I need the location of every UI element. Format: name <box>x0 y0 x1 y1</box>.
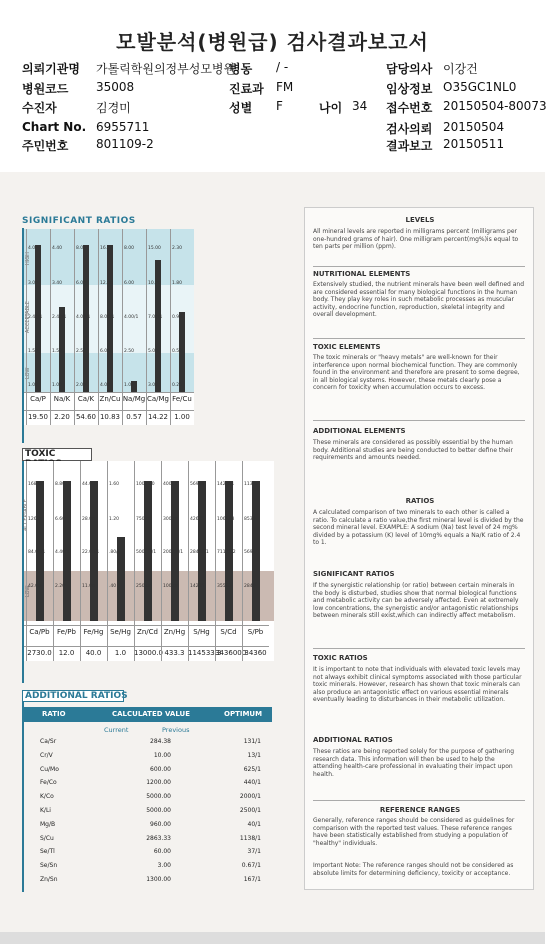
ratio-current-value: 284.38 <box>150 738 171 745</box>
ward-label: 병동 <box>229 62 253 76</box>
additional-ratios-explanation-text: These ratios are being reported solely for the purpose of gathering research data. This information will then be used to help the attending health-care professional in evaluating their impact upon health. <box>313 748 515 778</box>
department-value: FM <box>276 80 294 94</box>
reception-no-value: 20150504-80073 <box>443 99 547 113</box>
additional-ratio-row <box>26 766 270 778</box>
chart-tick-label: 200.00/1 <box>163 550 184 555</box>
chart-value-label: 54.60 <box>75 413 97 421</box>
resident-no-label: 주민번호 <box>22 139 69 153</box>
ratio-current-value: 1200.00 <box>146 779 171 787</box>
chart-value-label: 40.0 <box>85 649 102 657</box>
chart-tick-label: 1000.00 <box>136 482 155 487</box>
explanation-panel <box>304 207 534 890</box>
chart-tick-label: 4.00 <box>28 246 39 251</box>
chart-tick-label: 8.80 <box>55 482 66 487</box>
chart-tick-label: 2.50 <box>76 349 87 354</box>
chart-tick-label: 3.00 <box>28 281 39 286</box>
chart-tick-label: 142251 <box>217 482 235 487</box>
chart-tick-label: 15.00 <box>148 246 161 251</box>
chart-tick-label: 126.00 <box>28 517 44 522</box>
tox-band-acceptable-label: ACCEPTABLE <box>23 499 29 531</box>
chart-tick-label: 44.00 <box>82 482 95 487</box>
chart-tick-label: 28450/1 <box>190 550 209 555</box>
ratio-optimum-value: 2500/1 <box>239 807 261 814</box>
age-label: 나이 <box>319 101 343 115</box>
chart-no-label: Chart No. <box>22 120 87 134</box>
ratio-current-value: 600.00 <box>150 765 171 773</box>
chart-bar <box>155 260 161 393</box>
chart-tick-label: 1.00 <box>52 383 63 388</box>
clinical-info-value: O35GC1NL0 <box>443 80 517 94</box>
page-footer-strip <box>0 932 545 944</box>
toxic-ratios-explanation-title: TOXIC RATIOS <box>313 654 368 662</box>
chart-tick-label: 250.00 <box>136 584 152 589</box>
chart-category-label: S/Hg <box>193 628 210 636</box>
chart-tick-label: 0.25 <box>172 383 183 388</box>
chart-category-label: Fe/Pb <box>57 628 76 636</box>
clinical-info-label: 임상정보 <box>386 82 433 96</box>
chart-category-label: Na/K <box>53 395 71 403</box>
ratio-optimum-value: 13/1 <box>247 751 261 759</box>
chart-category-label: Fe/Hg <box>83 628 104 636</box>
ratio-optimum-value: 167/1 <box>243 876 261 883</box>
significant-ratios-chart <box>24 229 194 425</box>
chart-tick-label: 1.50 <box>28 349 39 354</box>
additional-ratio-row <box>26 738 270 750</box>
chart-tick-label: 5690/1 <box>244 550 260 555</box>
chart-tick-label: 6.00 <box>124 281 135 286</box>
additional-ratio-row <box>26 835 270 847</box>
chart-value-label: 12.0 <box>58 649 75 657</box>
additional-ratios-explanation-title: ADDITIONAL RATIOS <box>313 736 393 744</box>
chart-tick-label: 6.00 <box>100 349 111 354</box>
ratio-name: Zn/Sn <box>40 876 58 883</box>
chart-tick-label: 2.00 <box>76 383 87 388</box>
chart-tick-label: 6.60 <box>55 517 66 522</box>
chart-category-label: Zn/Cu <box>99 395 121 403</box>
chart-value-label: 19.50 <box>27 413 49 421</box>
chart-tick-label: 1.60 <box>109 482 120 487</box>
chart-value-label: 0.57 <box>126 413 142 421</box>
ratios-title: RATIOS <box>405 497 435 505</box>
significant-ratios-explanation-text: If the synergistic relationship (or ratio) between certain minerals in the body is disturbed, studies show that normal biological functions and metabolic activity can be adversely affected. Even at extremely low concentrations, the synergistic and/or antagonistic relationships between minerals still exist,which can indirectly affect metabolism. <box>313 582 519 620</box>
chart-category-label: Ca/Mg <box>146 395 170 403</box>
toxic-elements-text: The toxic minerals or "heavy metals" are well-known for their interference upon normal biochemical function. They are commonly found in the environment and therefore are present to some degree, in all biological systems. However, these metals clearly pose a concern for toxicity when accumulation occurs to excess. <box>313 354 520 392</box>
ratio-name: Ca/Sr <box>40 738 57 745</box>
chart-tick-label: 168.00 <box>28 482 44 487</box>
header-calculated-value: CALCULATED VALUE <box>112 710 191 718</box>
additional-border <box>22 702 24 892</box>
additional-ratio-row <box>26 876 270 888</box>
chart-tick-label: 1.20 <box>109 517 120 522</box>
ratio-name: S/Cu <box>40 834 54 842</box>
chart-tick-label: 11380 <box>244 482 259 487</box>
chart-tick-label: 100.00 <box>163 584 179 589</box>
chart-tick-label: 6.00 <box>76 281 87 286</box>
ward-value: / - <box>276 60 289 74</box>
header-ratio: RATIO <box>42 710 66 718</box>
chart-tick-label: 300.00 <box>163 517 179 522</box>
chart-category-label: Fe/Cu <box>172 395 192 403</box>
chart-value-label: 114533.3 <box>188 649 222 657</box>
ratio-name: Cr/V <box>40 751 53 759</box>
chart-tick-label: 35563 <box>217 584 232 589</box>
additional-ratio-row <box>26 821 270 833</box>
chart-tick-label: 56900 <box>190 482 205 487</box>
chart-tick-label: 0.50 <box>172 349 183 354</box>
test-request-label: 검사의뢰 <box>386 122 433 136</box>
chart-value-label: 1.00 <box>174 413 190 421</box>
chart-category-label: Zn/Hg <box>163 628 186 636</box>
chart-tick-label: 5.00 <box>148 349 159 354</box>
chart-tick-label: 28.00 <box>82 517 95 522</box>
chart-value-label: 10.83 <box>99 413 121 421</box>
additional-ratio-row <box>26 793 270 805</box>
resident-no-value: 801109-2 <box>96 137 154 151</box>
chart-tick-label: 4.00/1 <box>124 315 139 320</box>
physician-value: 이강건 <box>443 62 478 76</box>
additional-elements-text: These minerals are considered as possibly essential by the human body. Additional studies are being conducted to better define their requirements and amounts needed. <box>313 439 513 462</box>
chart-value-label: 433.3 <box>164 649 185 657</box>
chart-tick-label: 2.50 <box>124 349 135 354</box>
ratio-name: Se/Sn <box>40 862 58 870</box>
band-acceptable-label: ACCEPTABLE <box>25 301 31 333</box>
chart-tick-label: 2.40/1 <box>28 315 43 320</box>
chart-tick-label: 8.00 <box>124 246 135 251</box>
ratio-current-value: 960.00 <box>150 820 171 828</box>
additional-ratios-title: ADDITIONAL RATIOS <box>22 690 124 702</box>
additional-elements-title: ADDITIONAL ELEMENTS <box>313 427 406 435</box>
chart-tick-label: 42.00 <box>28 584 41 589</box>
ratio-name: K/Li <box>40 807 51 814</box>
chart-tick-label: 4.00 <box>100 383 111 388</box>
chart-value-row-line <box>24 410 194 411</box>
sex-value: F <box>276 99 283 113</box>
ratio-name: K/Co <box>40 793 54 801</box>
hospital-code-label: 병원코드 <box>22 82 69 96</box>
chart-category-label: S/Cd <box>220 628 237 636</box>
ratio-optimum-value: 625/1 <box>243 765 261 773</box>
chart-tick-label: 16.00 <box>100 246 113 251</box>
reference-ranges-title: REFERENCE RANGES <box>379 806 461 814</box>
ratio-current-value: 2863.33 <box>146 834 171 842</box>
important-note-text: Important Note: The reference ranges should not be considered as absolute limits for determining deficiency, toxicity or acceptance. <box>313 862 514 877</box>
chart-tick-label: 84.00/1 <box>28 550 46 555</box>
nutritional-title: NUTRITIONAL ELEMENTS <box>313 270 411 278</box>
ratio-current-value: 10.00 <box>153 751 171 759</box>
chart-tick-label: 8535 <box>244 517 256 522</box>
result-report-label: 결과보고 <box>386 139 433 153</box>
chart-value-row-line <box>24 646 269 647</box>
levels-text: All mineral levels are reported in milligrams percent (milligrams per one-hundred grams of hair). One milligram percent(mg%)is equal to ten parts per million (ppm). <box>313 228 519 251</box>
chart-category-label: Zn/Cd <box>137 628 158 636</box>
recipient-label: 수진자 <box>22 101 57 115</box>
chart-tick-label: 3.40 <box>52 281 63 286</box>
chart-category-label: Ca/Pb <box>29 628 50 636</box>
chart-tick-label: 3.00 <box>148 383 159 388</box>
ratio-name: Cu/Mo <box>40 765 59 773</box>
chart-tick-label: 400.00 <box>163 482 179 487</box>
reference-ranges-text: Generally, reference ranges should be considered as guidelines for comparison with the reported test values. These reference ranges have been statistically established from studying a population of "healthy" individuals. <box>313 817 515 847</box>
chart-value-label: 3436000 <box>215 649 247 657</box>
sub-previous: Previous <box>162 726 190 734</box>
result-report-value: 20150511 <box>443 137 505 151</box>
ratio-current-value: 60.00 <box>153 848 171 856</box>
ratio-current-value: 3.00 <box>157 862 171 870</box>
chart-tick-label: 2.20 <box>55 584 66 589</box>
reception-no-label: 접수번호 <box>386 101 433 115</box>
chart-value-label: 34360 <box>244 649 267 657</box>
chart-tick-label: 10.00 <box>148 281 161 286</box>
levels-title: LEVELS <box>405 216 435 224</box>
chart-value-label: 14.22 <box>147 413 169 421</box>
chart-tick-label: 106688 <box>217 517 235 522</box>
chart-label-row-line <box>24 392 194 393</box>
band-low-label: LOW <box>25 367 31 379</box>
chart-tick-label: 14225 <box>190 584 205 589</box>
chart-tick-label: 4.40 <box>52 246 63 251</box>
nutritional-text: Extensively studied, the nutrient minerals have been well defined and are considered essential for many biological functions in the human body. They play key roles in such metabolic processes as muscular activity, endocrine function, reproduction, skeletal integrity and overall development. <box>313 281 525 319</box>
ratio-name: Mg/B <box>40 820 56 828</box>
chart-tick-label: 4.00/1 <box>76 315 91 320</box>
ratio-optimum-value: 37/1 <box>247 848 261 856</box>
chart-tick-label: 42675 <box>190 517 205 522</box>
toxic-ratios-chart <box>24 461 274 661</box>
physician-label: 담당의사 <box>386 62 433 76</box>
chart-value-label: 1.0 <box>114 649 127 657</box>
chart-no-value: 6955711 <box>96 120 150 134</box>
additional-ratio-row <box>26 807 270 819</box>
sex-label: 성별 <box>229 101 253 115</box>
ratio-name: Se/Tl <box>40 848 55 856</box>
ratio-optimum-value: 2000/1 <box>239 793 261 801</box>
additional-ratio-row <box>26 848 270 860</box>
chart-category-label: S/Pb <box>247 628 264 636</box>
chart-tick-label: 71126.2 <box>217 550 236 555</box>
institution-value: 가톨릭학원의정부성모병원 <box>96 62 236 76</box>
chart-tick-label: 2845 <box>244 584 256 589</box>
chart-tick-label: 2.30 <box>172 246 183 251</box>
band-high-label: HIGH <box>25 252 31 265</box>
toxic-ratios-explanation-text: It is important to note that individuals with elevated toxic levels may not always exhibit clinical symptoms associated with those particular toxic minerals. However, research has shown that toxic minerals can also produce an antagonistic effect on various essential minerals eventually leading to disturbances in their metabolic utilization. <box>313 666 522 704</box>
additional-ratio-row <box>26 779 270 791</box>
chart-category-label: Na/Mg <box>122 395 146 403</box>
chart-tick-label: 1.00 <box>28 383 39 388</box>
department-label: 진료과 <box>229 82 264 96</box>
chart-tick-label: 1.00 <box>124 383 135 388</box>
chart-tick-label: 0.9/1 <box>172 315 184 320</box>
chart-label-row-line <box>24 625 269 626</box>
additional-ratio-row <box>26 752 270 764</box>
ratio-optimum-value: 0.67/1 <box>241 862 261 870</box>
chart-tick-label: 1.50 <box>52 349 63 354</box>
chart-value-label: 2.20 <box>54 413 70 421</box>
chart-tick-label: .80/1 <box>109 550 121 555</box>
ratio-current-value: 5000.00 <box>146 807 171 814</box>
chart-tick-label: 8.00/1 <box>100 315 115 320</box>
ratio-optimum-value: 40/1 <box>247 820 261 828</box>
chart-tick-label: 12.00 <box>100 281 113 286</box>
chart-value-label: 13000.0 <box>134 649 163 657</box>
toxic-ratios-title: TOXIC <box>22 448 92 461</box>
chart-tick-label: 11.00 <box>82 584 95 589</box>
age-value: 34 <box>352 99 368 113</box>
chart-category-label: Se/Hg <box>110 628 131 636</box>
sub-current: Current <box>104 726 129 734</box>
chart-tick-label: 7.00/1 <box>148 315 163 320</box>
header-optimum: OPTIMUM <box>224 710 263 718</box>
chart-category-label: Ca/P <box>30 395 46 403</box>
ratio-name: Fe/Co <box>40 779 57 787</box>
hospital-code-value: 35008 <box>96 80 135 94</box>
chart-tick-label: 1.80 <box>172 281 183 286</box>
additional-ratio-row <box>26 862 270 874</box>
chart-tick-label: 4.40/1 <box>55 550 70 555</box>
significant-ratios-explanation-title: SIGNIFICANT RATIOS <box>313 570 395 578</box>
ratio-optimum-value: 440/1 <box>243 779 261 787</box>
ratio-current-value: 5000.00 <box>146 793 171 801</box>
chart-tick-label: 500.00/1 <box>136 550 157 555</box>
chart-value-label: 2730.0 <box>27 649 52 657</box>
report-title: 모발분석(병원급) 검사결과보고서 <box>116 30 429 54</box>
ratios-text: A calculated comparison of two minerals to each other is called a ratio. To calculate a ratio value,the first mineral level is divided by the second mineral level. EXAMPLE: A sodium (Na) test level of 24 mg% divided by a potassium (K) level of 10mg% equals a Na/K ratio of 2.4 to 1. <box>313 509 524 547</box>
recipient-value: 김경미 <box>96 101 131 115</box>
significant-ratios-title: SIGNIFICANT RATIOS <box>22 216 136 226</box>
chart-tick-label: 8.00 <box>76 246 87 251</box>
additional-ratios-header <box>24 707 272 722</box>
chart-tick-label: 22.00/1 <box>82 550 100 555</box>
chart-tick-label: 2.40/1 <box>52 315 67 320</box>
tox-band-low-label: LOW <box>25 585 31 597</box>
chart-category-label: Ca/K <box>77 395 95 403</box>
institution-label: 의뢰기관명 <box>22 62 80 76</box>
chart-tick-label: .40 <box>109 584 117 589</box>
test-request-value: 20150504 <box>443 120 505 134</box>
toxic-elements-title: TOXIC ELEMENTS <box>313 343 381 351</box>
chart-tick-label: 750.00 <box>136 517 152 522</box>
ratio-optimum-value: 1138/1 <box>239 834 261 842</box>
ratio-optimum-value: 131/1 <box>243 738 261 745</box>
ratio-current-value: 1300.00 <box>146 876 171 883</box>
